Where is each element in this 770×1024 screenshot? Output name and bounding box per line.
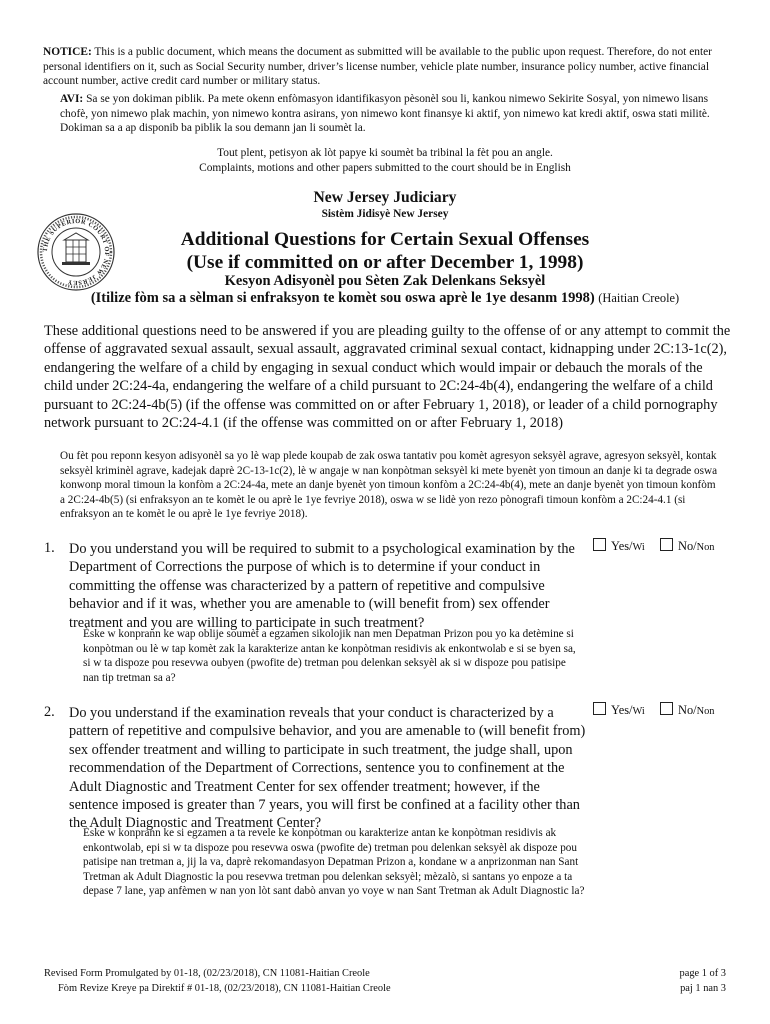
question-2-no-option[interactable] bbox=[660, 702, 715, 718]
question-2-yes-option[interactable] bbox=[593, 702, 645, 718]
english-court-language-note: Complaints, motions and other papers submitted to the court should be in English bbox=[199, 162, 571, 174]
footer-revised-creole: Fòm Revize Kreye pa Direktif # 01-18, (02/23/2018), CN 11081-Haitian Creole bbox=[58, 983, 391, 994]
question-1-no-checkbox[interactable] bbox=[660, 538, 673, 551]
question-1-number: 1. bbox=[44, 540, 55, 556]
yes-label-creole: Wi bbox=[632, 706, 645, 717]
intro-english: These additional questions need to be answered if you are pleading guilty to the offense of or any attempt to commit the offense of aggravated sexual assault, sexual assault, aggravated criminal sexual contact, kidnapping under 2C:13-1c(2), endangering the welfare of a child by engaging in sexual conduct which would impair or debauch the morals of the child under 2C:24-4a, endangering the welfare of a child pursuant to 2C:24-4b(4), endangering the welfare of a child pursuant to 2C:24-4b(5) (if the offense was committed on or after February 1, 2018), or leader of a child pornography network pursuant to 2C:24-4.1 (if the offense was committed on or after February 1, 2018) bbox=[44, 323, 731, 432]
question-2-english: Do you understand if the examination reveals that your conduct is characterized by a pattern of repetitive and compulsive behavior, and you are amenable to (will benefit from) sex offender treatment and willing to participate in such treatment, the judge shall, upon recommendation of the Department of Corrections, sentence you to confinement at the Adult Diagnostic and Treatment Center for sex offender treatment; however, if the sentence imposed is greater than 7 years, you will first be confined at a facility other than the Adult Diagnostic and Treatment Center? bbox=[69, 705, 586, 832]
notice-text: This is a public document, which means the document as submitted will be available to the public upon request. Therefore, do not enter personal identifiers on it, such as Social Security number, driver’s license number, vehicle plate number, insurance policy number, active financial account number, active credit card number or military status. bbox=[43, 46, 712, 88]
no-label-creole: Non bbox=[696, 542, 715, 553]
question-1-yes-checkbox[interactable] bbox=[593, 538, 606, 551]
intro-creole: Ou fèt pou reponn kesyon adisyonèl sa yo lè wap plede koupab de zak oswa tantativ pou komèt agresyon seksyèl agrave, agresyon seksyèl, kontak seksyèl kriminèl agrave, kadejak daprè 2C-13-1c(2), lè w angaje w nan konpòtman seksyèl ki mete byenèt yon timoun an danje ki ta degrade oswa konwonp moral timoun la konfòm a 2C:24-4a, mete an danje byenèt yon timoun konfòm a 2C:24-4b(4), mete an danje byenèt yon timoun konfòm a 2C:24-4b(5) (si enfraksyon an te komèt le ou aprè le 1ye fevriye 2018), oswa w se lidè yon rezo pònografi timoun konfòm a 2C:24-4.1 (si enfraksyon an te komèt le ou aprè le 1ye fevriye 2018). bbox=[60, 450, 718, 521]
question-2-no-checkbox[interactable] bbox=[660, 702, 673, 715]
no-label: No/ bbox=[678, 703, 697, 717]
question-2-yes-checkbox[interactable] bbox=[593, 702, 606, 715]
avi-text: Sa se yon dokiman piblik. Pa mete okenn enfòmasyon idantifikasyon pèsonèl sou li, kankou nimewo Sekirite Sosyal, yon nimewo lisans chofè, yon nimewo plak machin, yon nimewo kontra asirans, yon nimewo kont finansye ki aktif, yon nimewo kat kredi aktif, oswa stati militè. Dokiman sa a ap disponib ba piblik la sou demann jan li soumèt la. bbox=[60, 93, 710, 135]
footer-revised: Revised Form Promulgated by 01-18, (02/23/2018), CN 11081-Haitian Creole bbox=[44, 968, 370, 979]
yes-label-creole: Wi bbox=[632, 542, 645, 553]
no-label: No/ bbox=[678, 539, 697, 553]
yes-label: Yes/ bbox=[611, 539, 633, 553]
question-2-creole: Èske w konprann ke si egzamen a ta revele ke konpòtman ou karakterize antan ke konpòtman residivis ak enkontwolab, epi si w ta dispoze pou resevwa oswa (pwofite de) tretman pou delenkan seksyèl ak dispoze pou patisipe nan tretman a, jij la va, daprè rekomandasyon Depatman Prizon a, kondane w a anprizonman nan Sant Tretman ak Adult Diagnostic la pou resevwa tretman pou delenkan seksyèl; mèzalò, si santans yo enpoze a ta depase 7 lane, yap anfèmen w nan yon lòt sant dabò anvan yo voye w nan Sant Tretman ak Adult Diagnostic la? bbox=[83, 827, 585, 898]
seal-text: THE SUPERIOR COURT OF NEW JERSEY bbox=[41, 217, 111, 287]
avi-paragraph bbox=[60, 92, 732, 136]
form-title: Additional Questions for Certain Sexual Offenses bbox=[180, 229, 590, 250]
question-2-number: 2. bbox=[44, 704, 55, 720]
question-1-english: Do you understand you will be required to submit to a psychological examination by the Department of Corrections the purpose of which is to determine if your conduct in committing the offense was characterized by a pattern of repetitive and compulsive behavior and if it was, whether you are amenable to (will benefit from) sex offender treatment and you are willing to participate in such treatment? bbox=[69, 541, 575, 631]
no-label-creole: Non bbox=[696, 706, 715, 717]
avi-label: AVI: bbox=[60, 93, 84, 105]
question-1-creole: Èske w konprann ke wap oblije soumèt a egzamen sikolojik nan men Depatman Prizon pou yo ka detèmine si konpòtman ou lè w tap komèt zak la karakterize antan ke konpòtman residivis ak enkontwolab e si se byen sa, si w ta dispoze pou resevwa oubyen (pwofite de) tretman pou delenkan seksyèl ak si w dispoze pou patisipe nan tip tretman sa a? bbox=[83, 628, 576, 684]
judiciary-name: New Jersey Judiciary bbox=[313, 189, 457, 206]
creole-court-language-note: Tout plent, petisyon ak lòt papye ki soumèt ba tribinal la fèt pou an angle. bbox=[217, 147, 553, 159]
form-subtitle-creole: (Itilize fòm sa a sèlman si enfraksyon te komèt sou oswa aprè le 1ye desanm 1998) bbox=[90, 290, 595, 306]
page-number-creole: paj 1 nan 3 bbox=[680, 983, 726, 994]
page-number: page 1 of 3 bbox=[679, 968, 726, 979]
question-1-no-option[interactable] bbox=[660, 538, 715, 554]
question-1-yes-option[interactable] bbox=[593, 538, 645, 554]
form-subtitle: (Use if committed on or after December 1, 1998) bbox=[186, 252, 584, 273]
form-subtitle-creole-line bbox=[0, 290, 770, 307]
notice-label: NOTICE: bbox=[43, 46, 92, 58]
notice-paragraph bbox=[43, 45, 733, 89]
judiciary-name-creole: Sistèm Jidisyè New Jersey bbox=[321, 208, 449, 220]
yes-label: Yes/ bbox=[611, 703, 633, 717]
form-title-creole: Kesyon Adisyonèl pou Sèten Zak Delenkans Seksyèl bbox=[224, 273, 546, 289]
language-label: (Haitian Creole) bbox=[598, 291, 680, 305]
